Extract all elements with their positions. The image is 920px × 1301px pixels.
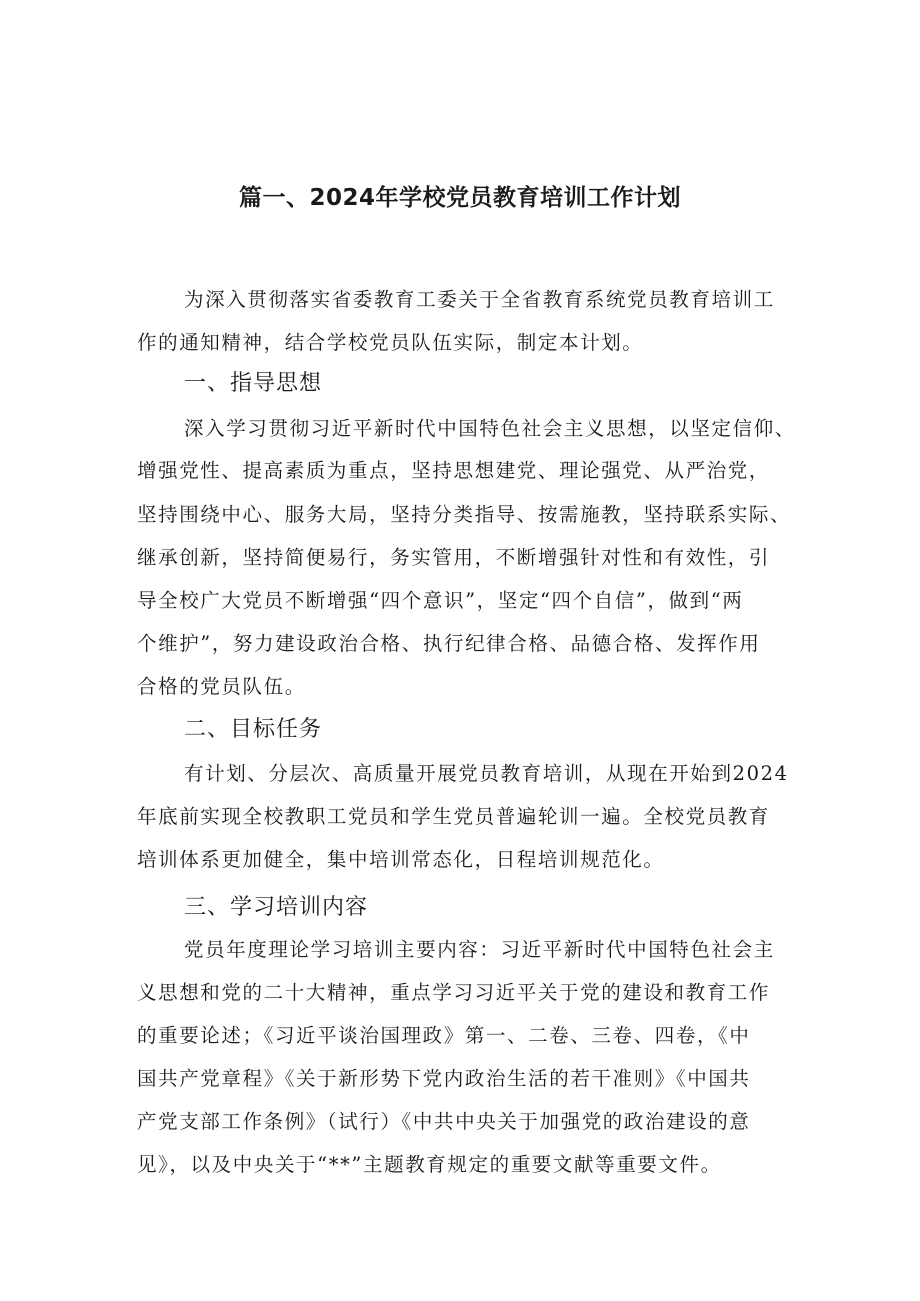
- section3-line-6: 见》，以及中央关于“**”主题教育规定的重要文献等重要文件。: [137, 1153, 722, 1176]
- section1-line-6: 个维护”，努力建设政治合格、执行纪律合格、品德合格、发挥作用: [137, 632, 761, 655]
- intro-line-1: 为深入贯彻落实省委教育工委关于全省教育系统党员教育培训工: [184, 288, 775, 311]
- section-heading-goals-tasks: 二、目标任务: [184, 717, 323, 742]
- section3-line-5: 产党支部工作条例》（试行）《中共中央关于加强党的政治建设的意: [137, 1110, 751, 1133]
- document-title: 篇一、2024年学校党员教育培训工作计划: [238, 185, 681, 211]
- section1-line-7: 合格的党员队伍。: [137, 675, 306, 698]
- section3-line-2: 义思想和党的二十大精神，重点学习习近平关于党的建设和教育工作: [137, 981, 771, 1004]
- section3-line-4: 国共产党章程》《关于新形势下党内政治生活的若干准则》《中国共: [137, 1067, 751, 1090]
- section1-line-1: 深入学习贯彻习近平新时代中国特色社会主义思想，以坚定信仰、: [184, 417, 796, 440]
- section1-line-4: 继承创新，坚持简便易行，务实管用，不断增强针对性和有效性，引: [137, 546, 771, 569]
- section2-line-3: 培训体系更加健全，集中培训常态化，日程培训规范化。: [137, 848, 665, 871]
- section1-line-3: 坚持围绕中心、服务大局，坚持分类指导、按需施教，坚持联系实际、: [137, 503, 792, 526]
- section3-line-1: 党员年度理论学习培训主要内容：习近平新时代中国特色社会主: [184, 938, 775, 961]
- section-heading-guiding-ideology: 一、指导思想: [184, 371, 323, 396]
- section1-line-5: 导全校广大党员不断增强“四个意识”，坚定“四个自信”，做到“两: [137, 589, 744, 612]
- section2-line-2: 年底前实现全校教职工党员和学生党员普遍轮训一遍。全校党员教育: [137, 805, 771, 828]
- section2-line-1: 有计划、分层次、高质量开展党员教育培训，从现在开始到2024: [184, 762, 789, 785]
- section-heading-training-content: 三、学习培训内容: [184, 895, 369, 920]
- intro-line-2: 作的通知精神，结合学校党员队伍实际，制定本计划。: [137, 331, 644, 354]
- section1-line-2: 增强党性、提高素质为重点，坚持思想建党、理论强党、从严治党，: [137, 459, 771, 482]
- section3-line-3: 的重要论述；《习近平谈治国理政》第一、二卷、三卷、四卷，《中: [137, 1024, 751, 1047]
